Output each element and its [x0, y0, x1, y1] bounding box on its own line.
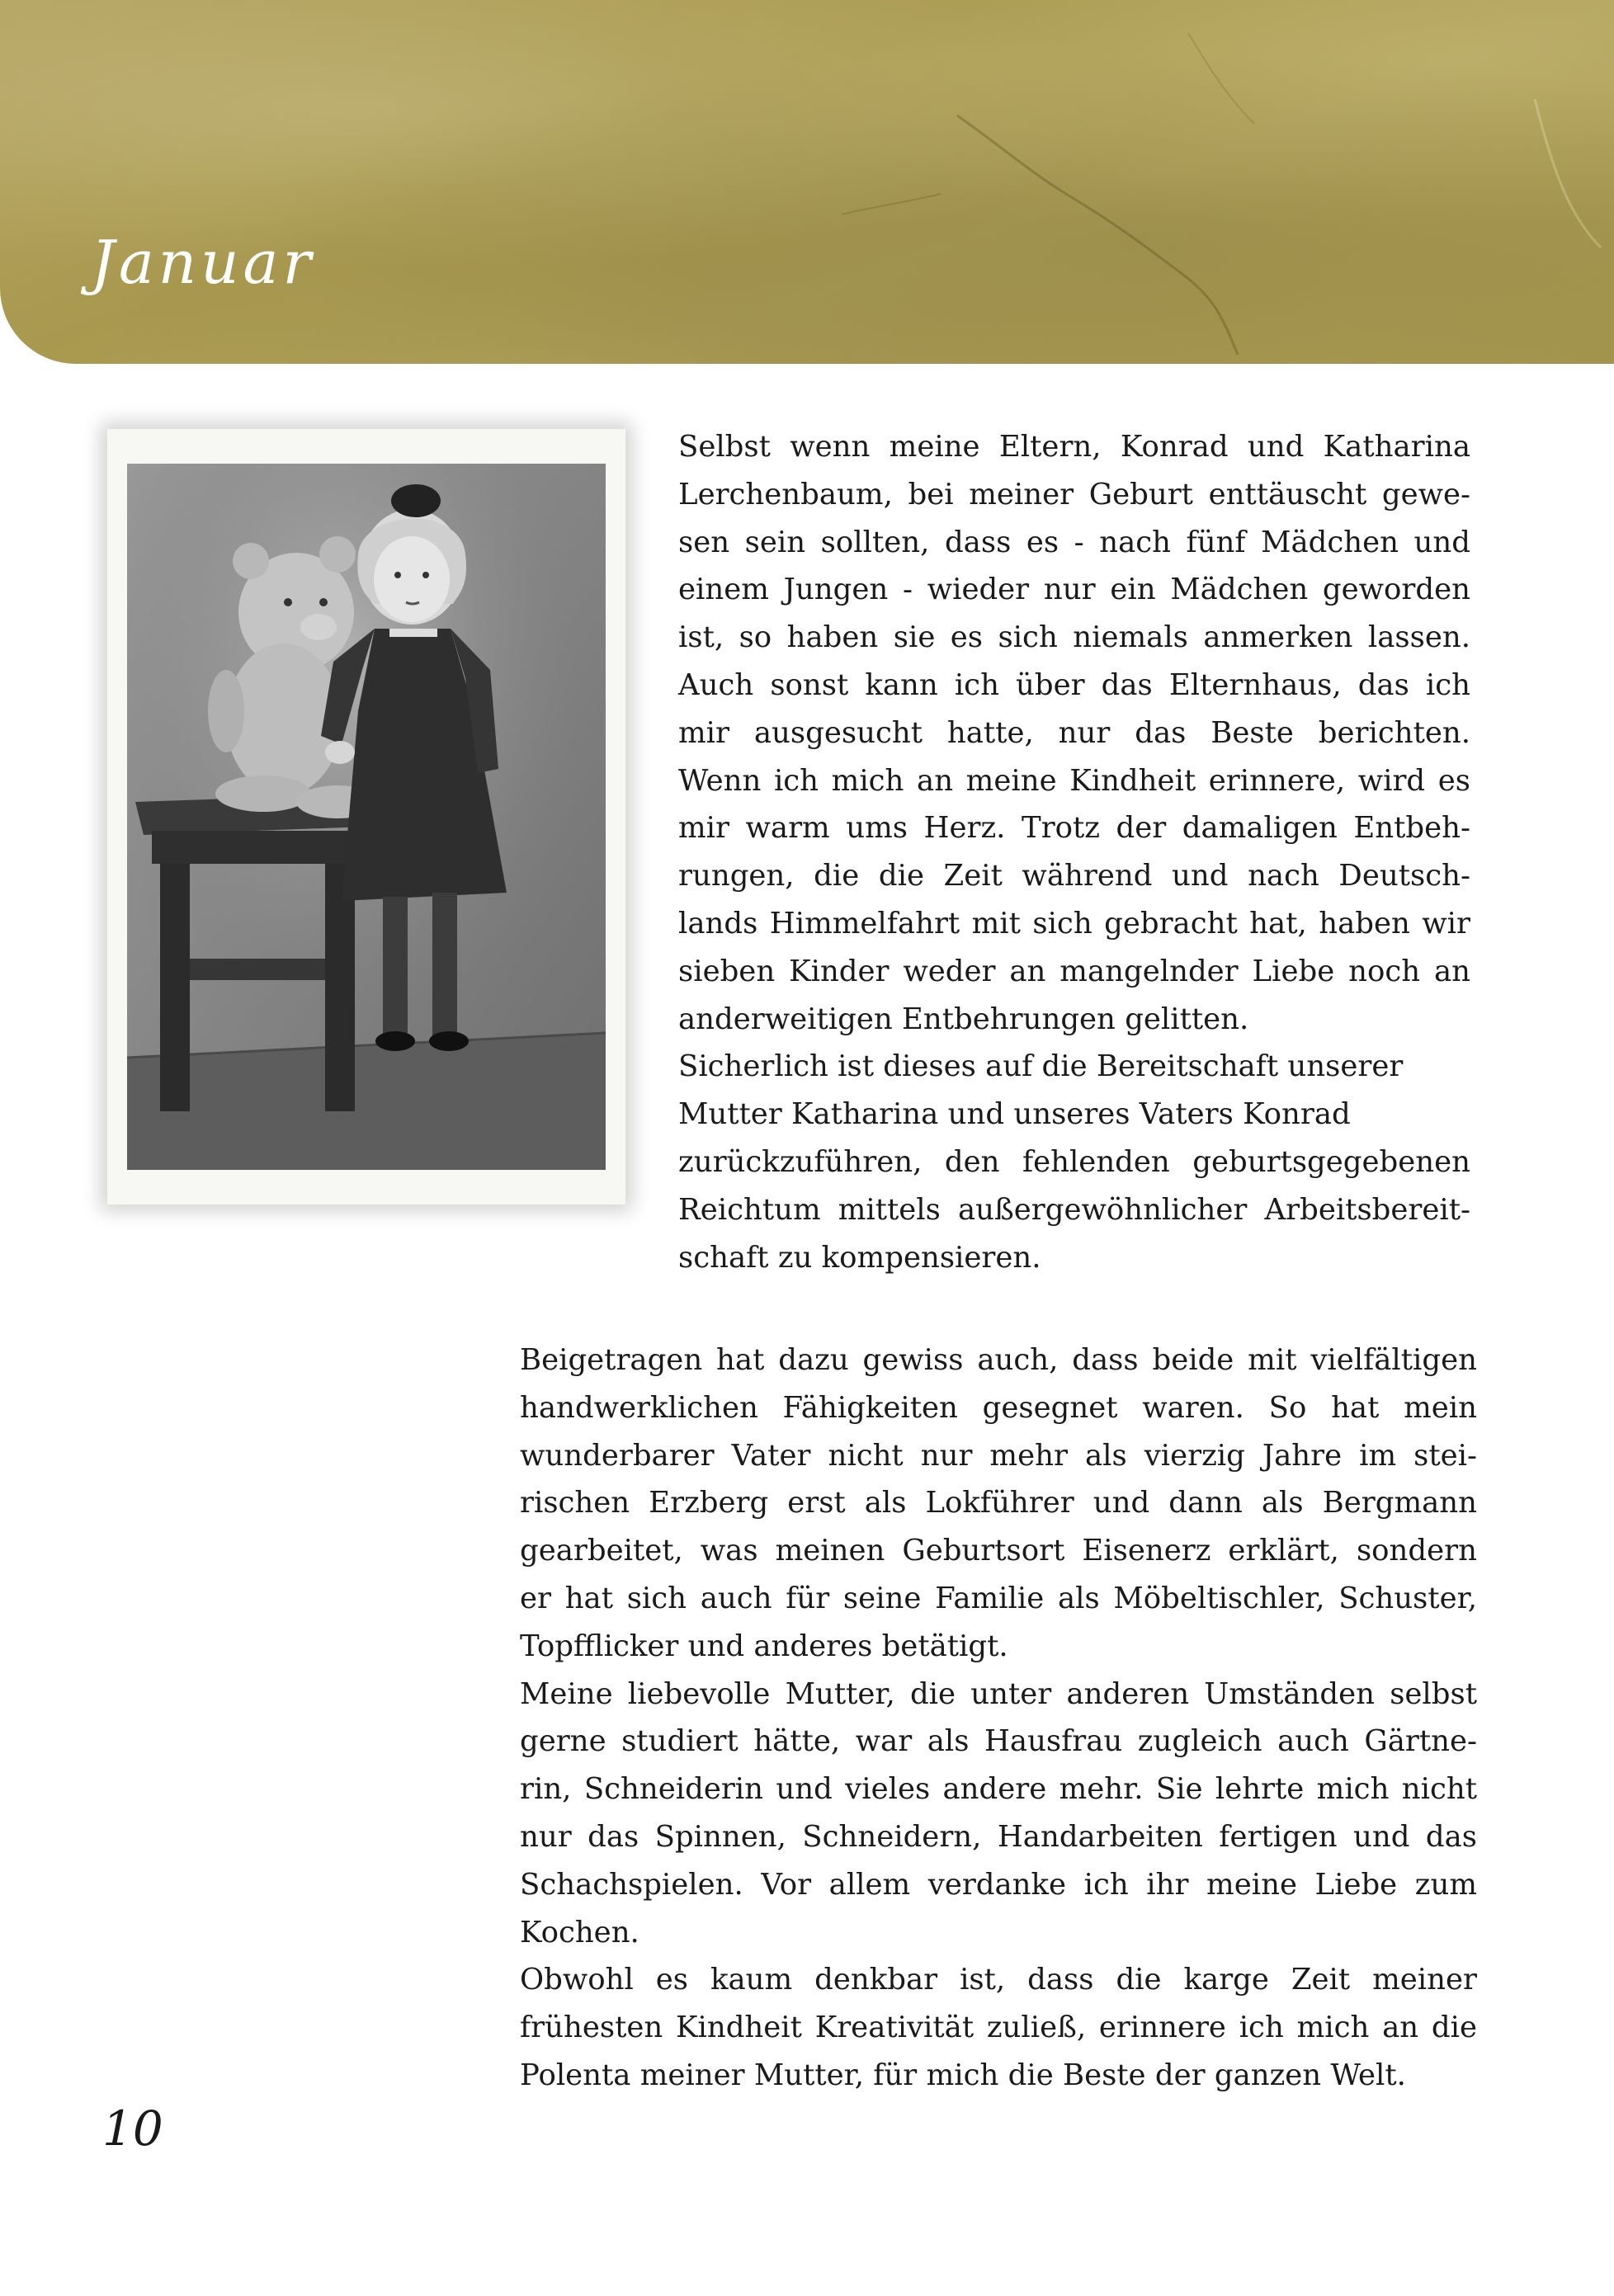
text-line: Obwohl es kaum denkbar ist, dass die karge Zeit meiner — [520, 1963, 1477, 1997]
text-line: gearbeitet, was meinen Geburtsort Eisenerz erklärt, sondern — [520, 1534, 1477, 1568]
text-line: ist, so haben sie es sich niemals anmerken lassen. — [678, 620, 1470, 655]
text-line: Topfflicker und anderes betätigt. — [520, 1629, 1008, 1663]
chapter-title: Januar — [91, 228, 315, 297]
text-line: Polenta meiner Mutter, für mich die Beste der ganzen Welt. — [520, 2058, 1406, 2092]
text-line: handwerklichen Fähigkeiten gesegnet waren. So hat mein — [520, 1390, 1477, 1425]
paragraph-block-1 — [678, 423, 1470, 1281]
text-line: sen sein sollten, dass es - nach fünf Mädchen und — [678, 525, 1470, 559]
text-line: mir warm ums Herz. Trotz der damaligen Entbeh- — [678, 811, 1470, 846]
page-number: 10 — [102, 2100, 163, 2157]
text-line: Selbst wenn meine Eltern, Konrad und Katharina — [678, 430, 1470, 464]
text-line: Meine liebevolle Mutter, die unter anderen Umständen selbst — [520, 1676, 1477, 1711]
text-line: Wenn ich mich an meine Kindheit erinnere, wird es — [678, 763, 1470, 798]
text-line: einem Jungen - wieder nur ein Mädchen geworden — [678, 573, 1470, 607]
text-line: lands Himmelfahrt mit sich gebracht hat, haben wir — [678, 906, 1470, 941]
text-line: gerne studiert hätte, war als Hausfrau zugleich auch Gärtne- — [520, 1724, 1477, 1759]
text-line: Sicherlich ist dieses auf die Bereitschaft unserer — [678, 1049, 1404, 1084]
text-line: rischen Erzberg erst als Lokführer und dann als Bergmann — [520, 1486, 1477, 1520]
text-line: mir ausgesucht hatte, nur das Beste berichten. — [678, 715, 1470, 750]
paper-texture — [0, 0, 1614, 364]
text-line: Mutter Katharina und unseres Vaters Konrad — [678, 1097, 1351, 1132]
text-line: Kochen. — [520, 1915, 639, 1949]
text-line: anderweitigen Entbehrungen gelitten. — [678, 1002, 1249, 1036]
photo-frame — [107, 429, 625, 1205]
text-line: rin, Schneiderin und vieles andere mehr. Sie lehrte mich nicht — [520, 1772, 1477, 1807]
text-line: Beigetragen hat dazu gewiss auch, dass beide mit vielfältigen — [520, 1343, 1477, 1377]
text-line: frühesten Kindheit Kreativität zuließ, erinnere ich mich an die — [520, 2011, 1477, 2045]
text-line: rungen, die die Zeit während und nach Deutsch- — [678, 859, 1470, 893]
text-line: Lerchenbaum, bei meiner Geburt enttäuscht gewe- — [678, 477, 1470, 512]
header-band — [0, 0, 1614, 364]
text-line: wunderbarer Vater nicht nur mehr als vierzig Jahre im stei- — [520, 1438, 1477, 1473]
text-line: zurückzuführen, den fehlenden geburtsgegebenen — [678, 1144, 1470, 1179]
text-line: Schachspielen. Vor allem verdanke ich ihr meine Liebe zum — [520, 1867, 1477, 1902]
text-line: Reichtum mittels außergewöhnlicher Arbeitsbereit- — [678, 1192, 1470, 1227]
text-line: er hat sich auch für seine Familie als Möbeltischler, Schuster, — [520, 1581, 1477, 1615]
paragraph-block-2 — [520, 1337, 1477, 2100]
text-line: Auch sonst kann ich über das Elternhaus, das ich — [678, 667, 1470, 702]
text-line: sieben Kinder weder an mangelnder Liebe noch an — [678, 954, 1470, 988]
text-line: schaft zu kompensieren. — [678, 1240, 1041, 1275]
text-line: nur das Spinnen, Schneidern, Handarbeiten fertigen und das — [520, 1819, 1477, 1854]
photo-icon — [127, 464, 606, 1170]
